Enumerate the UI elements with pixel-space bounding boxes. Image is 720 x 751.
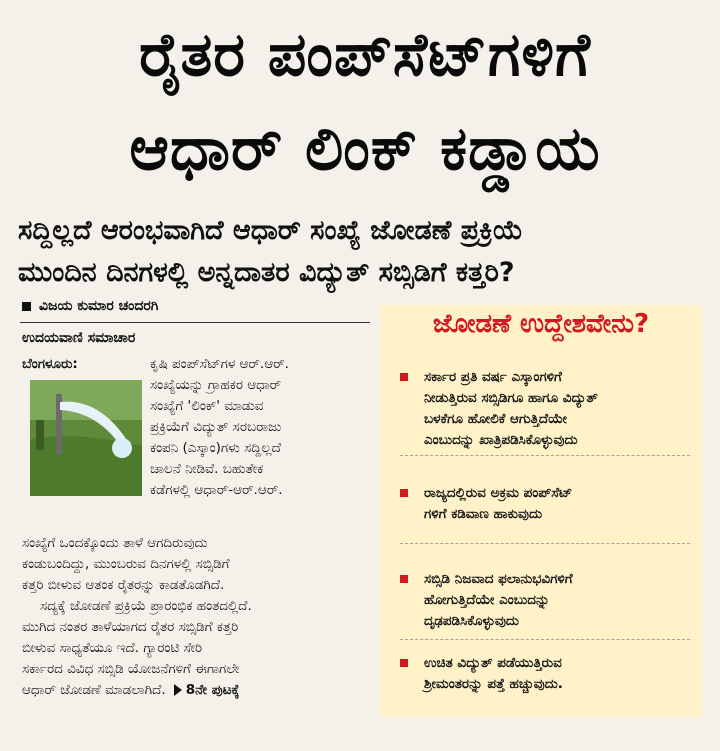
play-arrow-icon <box>174 684 182 696</box>
article-line: ಕೃಷಿ ಪಂಪ್‌ಸೆಟ್‌ಗಳ ಆರ್.ಆರ್. <box>150 356 289 372</box>
article-line: ಕಂಡುಬಂದಿದ್ದು, ಮುಂಬರುವ ದಿನಗಳಲ್ಲಿ ಸಬ್ಸಿಡಿಗೆ <box>22 556 230 572</box>
sidebar-item <box>400 367 690 451</box>
sidebar-item-line: ಬಳಕೆಗೂ ಹೋಲಿಕೆ ಆಗುತ್ತಿದೆಯೇ <box>424 411 567 427</box>
sidebar-item-line: ಸಬ್ಸಿಡಿ ನಿಜವಾದ ಫಲಾನುಭವಿಗಳಿಗೆ <box>424 571 573 587</box>
headline <box>20 8 710 196</box>
article-line: ಕಡೆಗಳಲ್ಲಿ ಆಧಾರ್-ಆರ್.ಆರ್. <box>150 482 283 498</box>
sidebar-item-line: ಹೋಗುತ್ತಿದೆಯೇ ಎಂಬುದನ್ನು <box>424 592 550 608</box>
dashed-divider <box>400 639 690 640</box>
article-line: ಕತ್ತರಿ ಬೀಳುವ ಆತಂಕ ರೈತರನ್ನು ಕಾಡತೊಡಗಿದೆ. <box>22 577 225 593</box>
sidebar-box <box>380 305 702 717</box>
sidebar-title: ಜೋಡಣೆ ಉದ್ದೇಶವೇನು? <box>432 309 650 339</box>
dashed-divider <box>400 543 690 544</box>
square-bullet-icon <box>400 659 408 667</box>
sidebar-item <box>400 483 690 525</box>
farm-pump-photo <box>30 380 142 496</box>
article-line: ಸರ್ಕಾರದ ವಿವಿಧ ಸಬ್ಸಿಡಿ ಯೋಜನೆಗಳಿಗೆ ಈಗಾಗಲೇ <box>22 661 240 677</box>
continued-marker[interactable] <box>166 682 240 698</box>
article-line: ಪ್ರಕ್ರಿಯೆಗೆ ವಿದ್ಯುತ್ ಸರಬರಾಜು <box>150 419 282 435</box>
dashed-divider <box>400 455 690 456</box>
sidebar-item-line: ಉಚಿತ ವಿದ್ಯುತ್ ಪಡೆಯುತ್ತಿರುವ <box>424 655 562 671</box>
square-bullet-icon <box>22 302 31 311</box>
subheadline <box>18 210 718 294</box>
article-line: ಮುಗಿದ ನಂತರ ತಾಳೆಯಾಗದ ರೈತರ ಸಬ್ಸಿಡಿಗೆ ಕತ್ತರಿ <box>22 619 239 635</box>
subheadline-line-1: ಸದ್ದಿಲ್ಲದೆ ಆರಂಭವಾಗಿದೆ ಆಧಾರ್ ಸಂಖ್ಯೆ ಜೋಡಣೆ ಪ್ರಕ್ರಿಯೆ <box>18 215 524 246</box>
dateline <box>22 354 78 375</box>
sidebar-item-line: ಸರ್ಕಾರ ಪ್ರತಿ ವರ್ಷ ಎಸ್ಕಾಂಗಳಿಗೆ <box>424 369 562 385</box>
article-line: ಸಂಖ್ಯೆಗೆ ಒಂದಕ್ಕೊಂದು ತಾಳೆ ಆಗದಿರುವುದು <box>22 535 208 551</box>
dateline-place: ಬೆಂಗಳೂರು: <box>22 356 78 372</box>
article-last-line <box>22 680 367 701</box>
divider <box>20 322 370 323</box>
headline-line-1: ರೈತರ ಪಂಪ್‌ಸೆಟ್‌ಗಳಿಗೆ <box>139 20 591 90</box>
article-line: ಸಂಖ್ಯೆಗೆ 'ಲಿಂಕ್' ಮಾಡುವ <box>150 398 264 414</box>
article-line: ಚಾಲನೆ ನೀಡಿವೆ. ಬಹುತೇಕ <box>150 461 264 477</box>
sidebar-item-line: ಗಳಿಗೆ ಕಡಿವಾಣ ಹಾಕುವುದು <box>424 506 542 522</box>
article-line: ಬೀಳುವ ಸಾಧ್ಯತೆಯೂ ಇದೆ. ಗ್ಯಾರಂಟಿ ಸೇರಿ <box>22 640 203 656</box>
sidebar-item <box>400 653 690 695</box>
byline <box>22 298 158 314</box>
sidebar-item-line: ದೃಢಪಡಿಸಿಕೊಳ್ಳುವುದು <box>424 613 519 629</box>
subheadline-line-2: ಮುಂದಿನ ದಿನಗಳಲ್ಲಿ ಅನ್ನದಾತರ ವಿದ್ಯುತ್ ಸಬ್ಸಿಡಿಗೆ ಕತ್ತರಿ? <box>18 257 515 288</box>
sidebar-item-line: ಎಂಬುದನ್ನು ಖಾತ್ರಿಪಡಿಸಿಕೊಳ್ಳುವುದು <box>424 432 578 448</box>
square-bullet-icon <box>400 489 408 497</box>
article-body-narrow <box>150 354 362 501</box>
sidebar-item <box>400 569 690 632</box>
article-line: ಸಂಖ್ಯೆಯನ್ನು ಗ್ರಾಹಕರ ಆಧಾರ್ <box>150 377 282 393</box>
headline-line-2: ಆಧಾರ್ ಲಿಂಕ್ ಕಡ್ಡಾಯ <box>129 114 601 184</box>
article-line: ಸದ್ಯಕ್ಕೆ ಜೋಡಣೆ ಪ್ರಕ್ರಿಯೆ ಪ್ರಾರಂಭಿಕ ಹಂತದಲ್ಲಿದೆ. <box>40 598 252 614</box>
article-line: ಆಧಾರ್ ಜೋಡಣೆ ಮಾಡಲಾಗಿದೆ. <box>22 682 166 698</box>
sidebar-item-line: ರಾಜ್ಯದಲ್ಲಿರುವ ಅಕ್ರಮ ಪಂಪ್‌ಸೆಟ್ <box>424 485 573 501</box>
square-bullet-icon <box>400 373 408 381</box>
news-agency: ಉದಯವಾಣಿ ಸಮಾಚಾರ <box>22 330 136 346</box>
byline-author: ವಿಜಯ ಕುಮಾರ ಚಂದರಗಿ <box>39 298 159 314</box>
square-bullet-icon <box>400 575 408 583</box>
article-line: ಕಂಪನಿ (ಎಸ್ಕಾಂ)ಗಳು ಸದ್ದಿಲ್ಲದೆ <box>150 440 281 456</box>
article-body-wide <box>22 533 367 701</box>
continued-text: 8ನೇ ಪುಟಕ್ಕೆ <box>185 682 240 698</box>
sidebar-item-line: ನೀಡುತ್ತಿರುವ ಸಬ್ಸಿಡಿಗೂ ಹಾಗೂ ವಿದ್ಯುತ್ <box>424 390 598 406</box>
sidebar-item-line: ಶ್ರೀಮಂತರನ್ನು ಪತ್ತೆ ಹಚ್ಚುವುದು. <box>424 676 563 692</box>
